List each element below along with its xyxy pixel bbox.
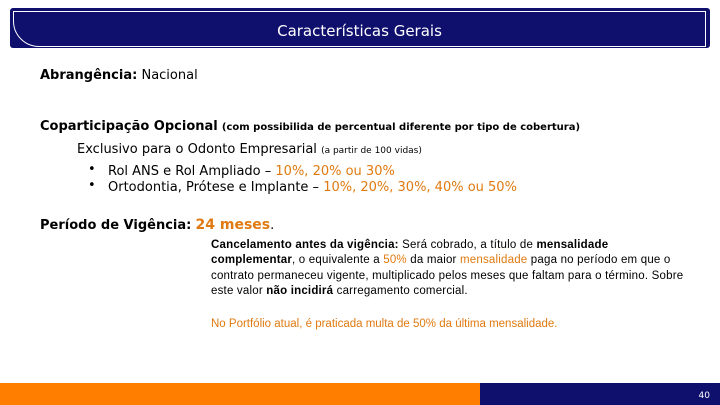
header-box: [13, 11, 706, 47]
cancelamento-text: Será cobrado, a título de: [398, 239, 537, 251]
footer-blue-bar: [480, 383, 720, 405]
list-item-values: 10%, 20% ou 30%: [275, 164, 395, 179]
cancelamento-bold: mensalidade complementar: [211, 239, 609, 267]
coparticipacao-line: [40, 119, 580, 134]
coparticipacao-note: (com possibilida de percentual diferente por tipo de cobertura): [221, 122, 581, 133]
cancelamento-bold: não incidirá: [266, 284, 334, 297]
exclusivo-line: [77, 142, 422, 157]
abrangencia-label: Abrangência:: [40, 68, 138, 83]
list-item: [108, 164, 395, 179]
list-item-values: 10%, 20%, 30%, 40% ou 50%: [323, 180, 517, 195]
page-number: 40: [698, 391, 710, 401]
cancelamento-label: Cancelamento antes da vigência:: [211, 239, 399, 251]
cancelamento-text: da maior: [406, 254, 460, 267]
exclusivo-note: (a partir de 100 vidas): [321, 146, 422, 156]
cancelamento-paragraph: [211, 238, 691, 299]
page-title: Características Gerais: [277, 22, 442, 40]
list-item-text: Rol ANS e Rol Ampliado –: [108, 164, 276, 179]
portfolio-note: No Portfólio atual, é praticada multa de 50% da última mensalidade.: [211, 318, 558, 330]
cancelamento-text: carregamento comercial.: [333, 284, 468, 297]
cancelamento-percent: 50%: [383, 254, 407, 267]
vigencia-suffix: .: [270, 218, 275, 233]
vigencia-label: Período de Vigência:: [40, 218, 192, 233]
exclusivo-text: Exclusivo para o Odonto Empresarial: [77, 142, 317, 157]
abrangencia-line: [40, 68, 198, 83]
cancelamento-text: , o equivalente a: [292, 254, 384, 267]
vigencia-value: 24 meses: [195, 217, 271, 233]
cancelamento-text: paga no período em que o contrato permaneceu vigente, multiplicado pelos meses que faltam para o término. Sobre este valor: [211, 254, 684, 297]
bullet-dot: •: [88, 162, 96, 177]
footer-orange-bar: [0, 383, 480, 405]
abrangencia-value: Nacional: [141, 68, 198, 83]
list-item-text: Ortodontia, Prótese e Implante –: [108, 180, 324, 195]
coparticipacao-label: Coparticipação Opcional: [40, 119, 218, 134]
cancelamento-highlight: mensalidade: [459, 254, 528, 267]
vigencia-line: [40, 217, 274, 233]
list-item: [108, 180, 517, 195]
bullet-dot: •: [88, 178, 96, 193]
